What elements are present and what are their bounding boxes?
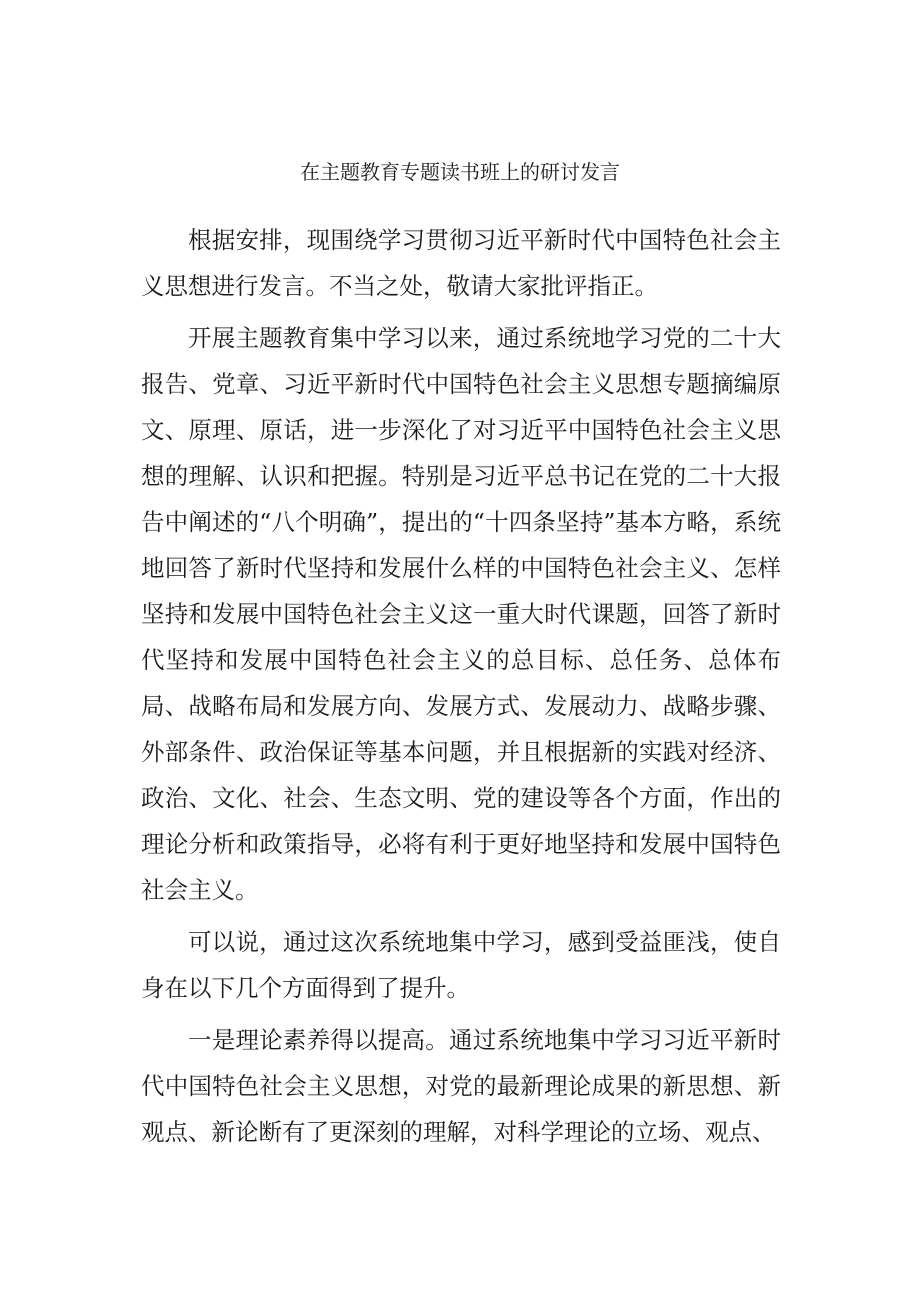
document-body bbox=[141, 217, 781, 1161]
paragraph: 开展主题教育集中学习以来，通过系统地学习党的二十大报告、党章、习近平新时代中国特色社会主义思想专题摘编原文、原理、原话，进一步深化了对习近平中国特色社会主义思想的理解、认识和把握。特别是习近平总书记在党的二十大报告中阐述的“八个明确”，提出的“十四条坚持”基本方略，系统地回答了新时代坚持和发展什么样的中国特色社会主义、怎样坚持和发展中国特色社会主义这一重大时代课题，回答了新时代坚持和发展中国特色社会主义的总目标、总任务、总体布局、战略布局和发展方向、发展方式、发展动力、战略步骤、外部条件、政治保证等基本问题，并且根据新的实践对经济、政治、文化、社会、生态文明、党的建设等各个方面，作出的理论分析和政策指导，必将有利于更好地坚持和发展中国特色社会主义。 bbox=[141, 324, 781, 904]
paragraph: 可以说，通过这次系统地集中学习，感到受益匪浅，使自身在以下几个方面得到了提升。 bbox=[141, 928, 781, 1002]
document-title: 在主题教育专题读书班上的研讨发言 bbox=[300, 160, 620, 184]
paragraph: 一是理论素养得以提高。通过系统地集中学习习近平新时代中国特色社会主义思想，对党的最新理论成果的新思想、新观点、新论断有了更深刻的理解，对科学理论的立场、观点、 bbox=[141, 1026, 781, 1146]
paragraph: 根据安排，现围绕学习贯彻习近平新时代中国特色社会主义思想进行发言。不当之处，敬请大家批评指正。 bbox=[141, 226, 781, 300]
